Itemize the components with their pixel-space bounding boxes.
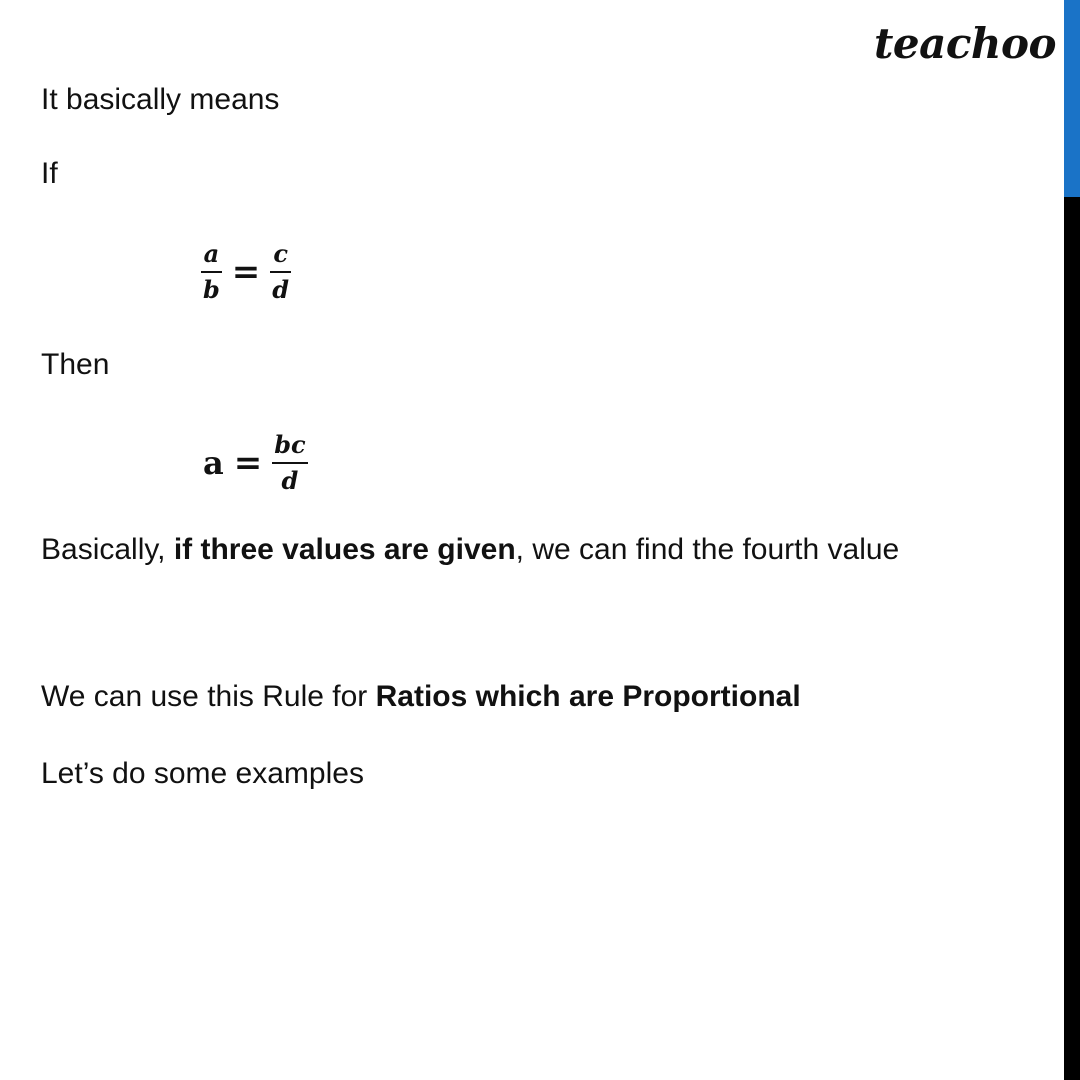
- equals-sign: =: [231, 252, 261, 292]
- text-segment: Basically,: [41, 533, 174, 566]
- teachoo-logo: teachoo: [874, 19, 1056, 68]
- text-line-examples: Let’s do some examples: [41, 757, 364, 790]
- text-segment: , we can find the fourth value: [515, 533, 900, 566]
- text-line-basically-means: It basically means: [41, 83, 280, 116]
- text-line-if: If: [41, 157, 58, 190]
- fraction-numerator: bc: [274, 430, 306, 459]
- bold-phrase-ratios-proportional: Ratios which are Proportional: [375, 680, 801, 713]
- equation-proportion: [201, 240, 291, 304]
- vertical-scrollbar[interactable]: [1064, 0, 1080, 1080]
- fraction-denominator: d: [281, 466, 299, 495]
- fraction-numerator: c: [273, 239, 288, 268]
- text-line-rule-usage: [41, 679, 801, 715]
- fraction-denominator: d: [272, 275, 290, 304]
- scrollbar-thumb[interactable]: [1064, 0, 1080, 197]
- equals-sign: =: [233, 443, 263, 483]
- fraction-numerator: a: [203, 239, 220, 268]
- text-line-then: Then: [41, 348, 110, 381]
- equation-solve-a: [203, 431, 308, 495]
- variable-a: a: [203, 444, 224, 482]
- fraction-a-over-b: [201, 240, 222, 304]
- fraction-denominator: b: [203, 275, 220, 304]
- bold-phrase-three-values: if three values are given: [173, 533, 516, 566]
- text-line-three-values: [41, 532, 899, 568]
- text-segment: We can use this Rule for: [41, 680, 376, 713]
- fraction-c-over-d: [270, 240, 291, 304]
- fraction-bc-over-d: [272, 431, 307, 495]
